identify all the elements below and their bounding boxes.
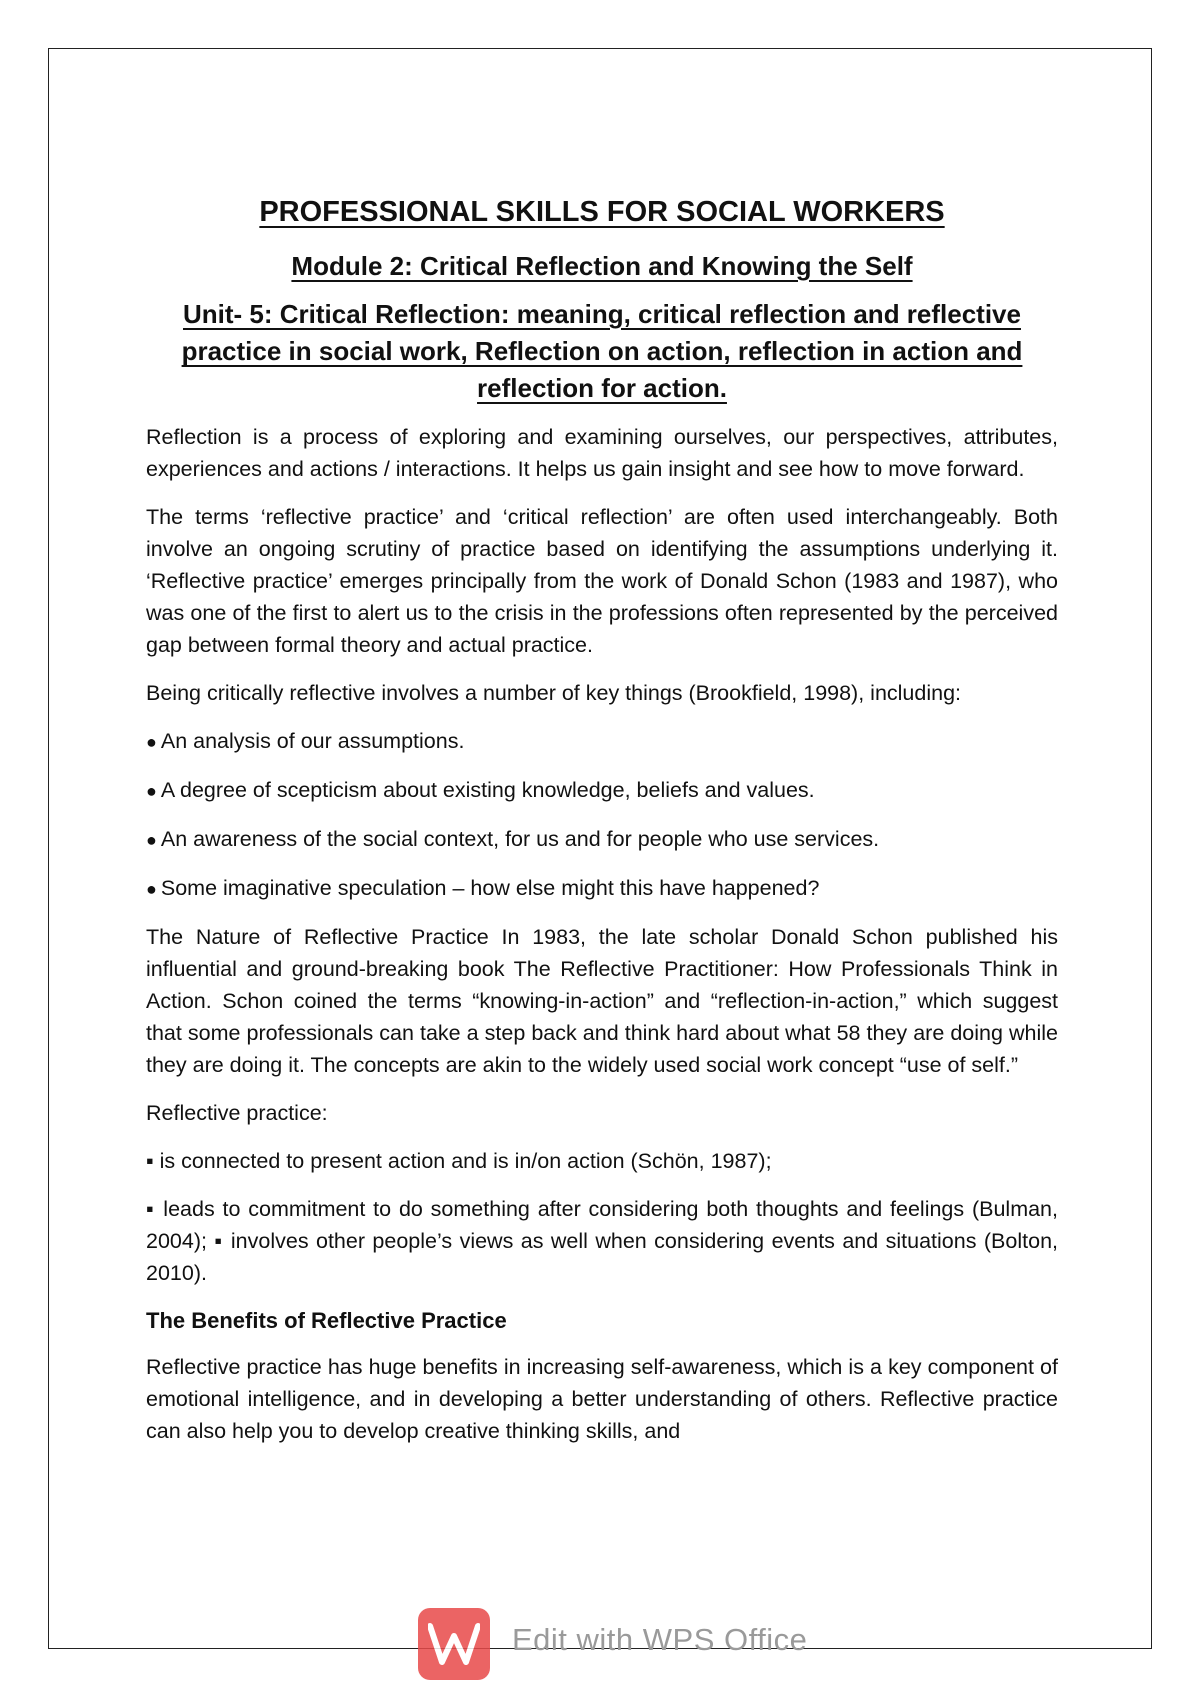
wps-watermark-text[interactable]: Edit with WPS Office — [512, 1622, 808, 1657]
bullet-text: An analysis of our assumptions. — [160, 729, 465, 753]
paragraph-reflective-practice-terms: The terms ‘reflective practice’ and ‘critical reflection’ are often used interchangeably. Both involve an ongoing scrutiny of practice based on identifying the assumptions underlying it. ‘Reflective practice’ emerges principally from the work of Donald Schon (1983 and 1987), who was one of the first to alert us to the crisis in the professions often represented by the perceived gap between formal theory and actual practice. — [146, 505, 1058, 657]
bullet-text: An awareness of the social context, for us and for people who use services. — [160, 827, 880, 851]
document-title: PROFESSIONAL SKILLS FOR SOCIAL WORKERS — [259, 196, 945, 228]
bullet-item — [146, 823, 1058, 856]
unit-heading: Unit- 5: Critical Reflection: meaning, critical reflection and reflective practice in social work, Reflection on action, reflection in action and reflection for action. — [181, 299, 1023, 403]
bullet-text: A degree of scepticism about existing knowledge, beliefs and values. — [160, 778, 815, 802]
paragraph-reflection-definition: Reflection is a process of exploring and examining ourselves, our perspectives, attributes, experiences and actions / interactions. It helps us gain insight and see how to move forward. — [146, 425, 1058, 481]
bullet-dot-icon: ● — [146, 830, 157, 850]
bullet-item — [146, 725, 1058, 758]
bullet-item — [146, 872, 1058, 905]
bullet-dot-icon: ● — [146, 732, 157, 752]
bullet-text: Some imaginative speculation – how else might this have happened? — [160, 876, 820, 900]
document-body — [146, 192, 1058, 1463]
bullet-dot-icon: ● — [146, 781, 157, 801]
paragraph-benefits: Reflective practice has huge benefits in increasing self-awareness, which is a key component of emotional intelligence, and in developing a better understanding of others. Reflective practice can also help you to develop creative thinking skills, and — [146, 1355, 1058, 1443]
benefits-heading: The Benefits of Reflective Practice — [146, 1308, 507, 1333]
reflective-item: ▪ leads to commitment to do something after considering both thoughts and feelings (Bulman, 2004); ▪ involves other people’s views as well when considering events and situations (Bolton, 2010). — [146, 1197, 1058, 1285]
reflective-item: ▪ is connected to present action and is in/on action (Schön, 1987); — [146, 1149, 772, 1173]
paragraph-nature-of-reflective-practice: The Nature of Reflective Practice In 1983, the late scholar Donald Schon published his influential and ground-breaking book The Reflective Practitioner: How Professionals Think in Action. Schon coined the terms “knowing-in-action” and “reflection-in-action,” which suggest that some professionals can take a step back and think hard about what 58 they are doing while they are doing it. The concepts are akin to the widely used social work concept “use of self.” — [146, 925, 1058, 1077]
bullet-item — [146, 774, 1058, 807]
wps-w-icon — [428, 1622, 480, 1666]
reflective-practice-label: Reflective practice: — [146, 1101, 328, 1125]
bullet-dot-icon: ● — [146, 879, 157, 899]
wps-logo-icon — [418, 1608, 490, 1680]
paragraph-critically-reflective: Being critically reflective involves a number of key things (Brookfield, 1998), including: — [146, 681, 962, 705]
module-heading: Module 2: Critical Reflection and Knowing the Self — [291, 251, 913, 281]
